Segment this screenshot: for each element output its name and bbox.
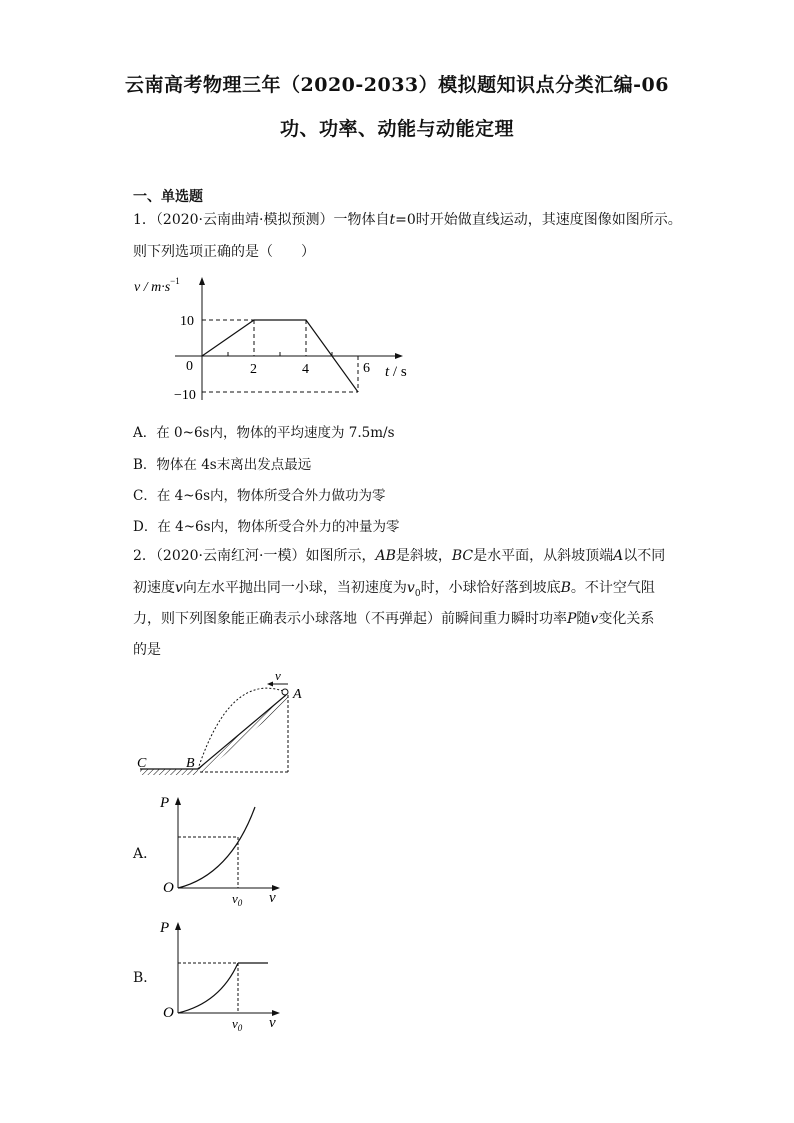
doc-title-line2: 功、功率、动能与动能定理 [279, 118, 514, 140]
q1-velocity-graph [130, 272, 420, 412]
q1-option-b[interactable]: B．物体在 4s末离出发点最远 [133, 457, 312, 473]
q2-number: 2． [133, 548, 156, 564]
label-v: v [275, 668, 281, 683]
q1-line1: 1．（2020·云南曲靖·模拟预测）一物体自t=0时开始做直线运动，其速度图像如图所示。 [133, 212, 682, 228]
opt-a-axis-v: v [269, 890, 276, 906]
q1-option-a[interactable]: A．在 0~6s内，物体的平均速度为 7.5m/s [133, 425, 395, 441]
q1-tick-marks [228, 352, 332, 356]
label-a: A [293, 687, 302, 702]
label-b: B [186, 756, 195, 771]
opt-a-origin: O [163, 880, 174, 896]
q2-source: （2020·云南红河·一模） [155, 548, 306, 564]
q2-line2: 初速度v向左水平抛出同一小球，当初速度为$v_0$时，小球恰好落到坡底B。不计空气阻 [133, 580, 655, 599]
doc-title-line1: 云南高考物理三年（2020-2033）模拟题知识点分类汇编-06 [125, 74, 669, 96]
q1-number: 1． [133, 212, 156, 228]
q2-option-b-label[interactable]: B． [133, 970, 158, 986]
q1-line2: 则下列选项正确的是（ ） [133, 244, 315, 260]
q2-line3: 力，则下列图象能正确表示小球落地（不再弹起）前瞬间重力瞬时功率P随v变化关系 [133, 611, 655, 627]
q2-option-a-label[interactable]: A． [133, 846, 158, 862]
opt-a-curve [178, 807, 255, 888]
velocity-arrow-icon [267, 682, 273, 687]
q2-line4: 的是 [133, 642, 161, 658]
q1-option-c[interactable]: C．在 4~6s内，物体所受合外力做功为零 [133, 488, 386, 504]
slope-ab [198, 695, 286, 769]
q1-tick-y0: 0 [186, 359, 193, 374]
q1-option-d[interactable]: D．在 4~6s内，物体所受合外力的冲量为零 [133, 519, 400, 535]
ball-icon [282, 689, 288, 695]
trajectory-curve [198, 688, 283, 769]
opt-b-axis-p: P [160, 920, 170, 936]
q2-option-a-graph[interactable] [155, 790, 305, 910]
q1-tick-y10: 10 [180, 314, 194, 329]
q1-ylabel: $v / m\cdot s^{-1}$ [134, 276, 180, 295]
opt-b-y-arrow-icon [175, 922, 181, 930]
label-c: C [137, 756, 147, 771]
section-heading: 一、单选题 [133, 189, 203, 205]
opt-b-axis-v: v [269, 1015, 276, 1031]
opt-b-curve [178, 963, 238, 1013]
q1-tick-yneg10: −10 [174, 388, 196, 403]
opt-a-v0: $v_0$ [232, 891, 243, 908]
q1-source: （2020·云南曲靖·模拟预测） [155, 212, 334, 228]
q1-tick-x4: 4 [302, 362, 309, 377]
opt-b-origin: O [163, 1005, 174, 1021]
q1-xlabel: t / s [385, 364, 407, 380]
q1-tick-x2: 2 [250, 362, 257, 377]
q1-y-arrow-icon [199, 277, 205, 285]
opt-a-axis-p: P [160, 795, 170, 811]
q2-line1: 2．（2020·云南红河·一模）如图所示，AB是斜坡，BC是水平面，从斜坡顶端A以不同 [133, 548, 666, 564]
q2-slope-figure [130, 668, 330, 788]
q2-option-b-graph[interactable] [155, 915, 305, 1035]
opt-b-v0: $v_0$ [232, 1016, 243, 1033]
q1-tick-x6: 6 [363, 361, 370, 376]
opt-a-y-arrow-icon [175, 797, 181, 805]
q1-x-arrow-icon [395, 353, 403, 359]
